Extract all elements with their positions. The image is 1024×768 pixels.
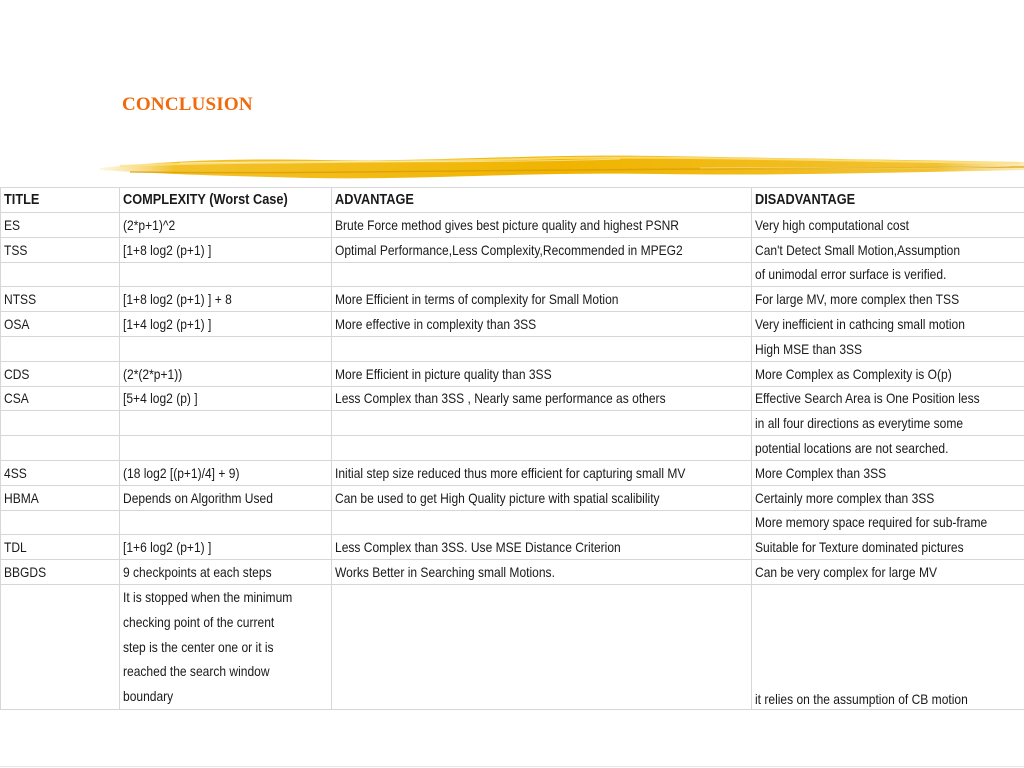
cell-disadvantage: Can't Detect Small Motion,Assumption <box>752 237 1024 262</box>
cell-complexity: [1+8 log2 (p+1) ] + 8 <box>120 287 332 312</box>
cell-disadvantage: Certainly more complex than 3SS <box>752 485 1024 510</box>
complexity-line: boundary <box>123 688 174 705</box>
cell-complexity <box>120 262 332 287</box>
table-header-row <box>1 188 1024 213</box>
comparison-table <box>0 187 1024 710</box>
cell-advantage <box>332 436 752 461</box>
cell-disadvantage: of unimodal error surface is verified. <box>752 262 1024 287</box>
table-row <box>1 411 1024 436</box>
cell-disadvantage: Can be very complex for large MV <box>752 560 1024 585</box>
cell-title: 4SS <box>1 460 120 485</box>
cell-advantage: Can be used to get High Quality picture with spatial scalibility <box>332 485 752 510</box>
cell-disadvantage: in all four directions as everytime some <box>752 411 1024 436</box>
slide-title: CONCLUSION <box>122 94 253 115</box>
cell-title: CSA <box>1 386 120 411</box>
cell-title <box>1 436 120 461</box>
cell-complexity: [5+4 log2 (p) ] <box>120 386 332 411</box>
cell-complexity: Depends on Algorithm Used <box>120 485 332 510</box>
complexity-line: reached the search window <box>123 663 270 680</box>
cell-advantage: Initial step size reduced thus more efficient for capturing small MV <box>332 460 752 485</box>
cell-advantage: Less Complex than 3SS. Use MSE Distance Criterion <box>332 535 752 560</box>
cell-complexity: (18 log2 [(p+1)/4] + 9) <box>120 460 332 485</box>
footer-divider <box>0 766 1024 767</box>
cell-disadvantage: More Complex than 3SS <box>752 460 1024 485</box>
cell-complexity: (2*(2*p+1)) <box>120 361 332 386</box>
cell-title: OSA <box>1 312 120 337</box>
cell-disadvantage: it relies on the assumption of CB motion <box>752 584 1024 709</box>
cell-advantage <box>332 336 752 361</box>
table-row <box>1 213 1024 238</box>
cell-disadvantage: Effective Search Area is One Position less <box>752 386 1024 411</box>
cell-advantage <box>332 262 752 287</box>
cell-complexity <box>120 436 332 461</box>
cell-title <box>1 336 120 361</box>
cell-advantage <box>332 510 752 535</box>
cell-advantage: Brute Force method gives best picture quality and highest PSNR <box>332 213 752 238</box>
cell-disadvantage: High MSE than 3SS <box>752 336 1024 361</box>
cell-complexity: [1+6 log2 (p+1) ] <box>120 535 332 560</box>
cell-advantage: More Efficient in picture quality than 3SS <box>332 361 752 386</box>
cell-advantage: Less Complex than 3SS , Nearly same performance as others <box>332 386 752 411</box>
cell-disadvantage: More Complex as Complexity is O(p) <box>752 361 1024 386</box>
cell-title: CDS <box>1 361 120 386</box>
cell-complexity: (2*p+1)^2 <box>120 213 332 238</box>
cell-complexity: [1+4 log2 (p+1) ] <box>120 312 332 337</box>
cell-title <box>1 411 120 436</box>
cell-title: TSS <box>1 237 120 262</box>
table-row <box>1 560 1024 585</box>
header-title: TITLE <box>1 188 120 213</box>
table-row <box>1 460 1024 485</box>
header-disadvantage: DISADVANTAGE <box>752 188 1024 213</box>
cell-title <box>1 510 120 535</box>
header-complexity: COMPLEXITY (Worst Case) <box>120 188 332 213</box>
cell-title: TDL <box>1 535 120 560</box>
cell-title <box>1 584 120 709</box>
cell-advantage: More Efficient in terms of complexity for Small Motion <box>332 287 752 312</box>
complexity-line: step is the center one or it is <box>123 638 274 655</box>
cell-advantage <box>332 584 752 709</box>
table-row-last <box>1 584 1024 709</box>
cell-title <box>1 262 120 287</box>
cell-disadvantage: For large MV, more complex then TSS <box>752 287 1024 312</box>
cell-advantage <box>332 411 752 436</box>
cell-title: BBGDS <box>1 560 120 585</box>
complexity-line: It is stopped when the minimum <box>123 588 293 605</box>
cell-disadvantage: Very high computational cost <box>752 213 1024 238</box>
table-row <box>1 510 1024 535</box>
cell-complexity <box>120 510 332 535</box>
cell-disadvantage: Very inefficient in cathcing small motion <box>752 312 1024 337</box>
table-row <box>1 436 1024 461</box>
decorative-brush-stroke <box>100 148 1024 188</box>
table-row <box>1 262 1024 287</box>
cell-title: ES <box>1 213 120 238</box>
cell-advantage: Optimal Performance,Less Complexity,Recommended in MPEG2 <box>332 237 752 262</box>
cell-disadvantage: More memory space required for sub-frame <box>752 510 1024 535</box>
table-row <box>1 237 1024 262</box>
cell-advantage: Works Better in Searching small Motions. <box>332 560 752 585</box>
cell-disadvantage: Suitable for Texture dominated pictures <box>752 535 1024 560</box>
cell-complexity <box>120 336 332 361</box>
table-row <box>1 287 1024 312</box>
table-row <box>1 312 1024 337</box>
cell-title: HBMA <box>1 485 120 510</box>
cell-complexity <box>120 584 332 709</box>
table-row <box>1 386 1024 411</box>
complexity-line: checking point of the current <box>123 613 275 630</box>
cell-disadvantage: potential locations are not searched. <box>752 436 1024 461</box>
header-advantage: ADVANTAGE <box>332 188 752 213</box>
table-row <box>1 485 1024 510</box>
cell-title: NTSS <box>1 287 120 312</box>
cell-complexity: 9 checkpoints at each steps <box>120 560 332 585</box>
cell-complexity <box>120 411 332 436</box>
cell-advantage: More effective in complexity than 3SS <box>332 312 752 337</box>
table-row <box>1 535 1024 560</box>
table-row <box>1 361 1024 386</box>
cell-complexity: [1+8 log2 (p+1) ] <box>120 237 332 262</box>
table-row <box>1 336 1024 361</box>
